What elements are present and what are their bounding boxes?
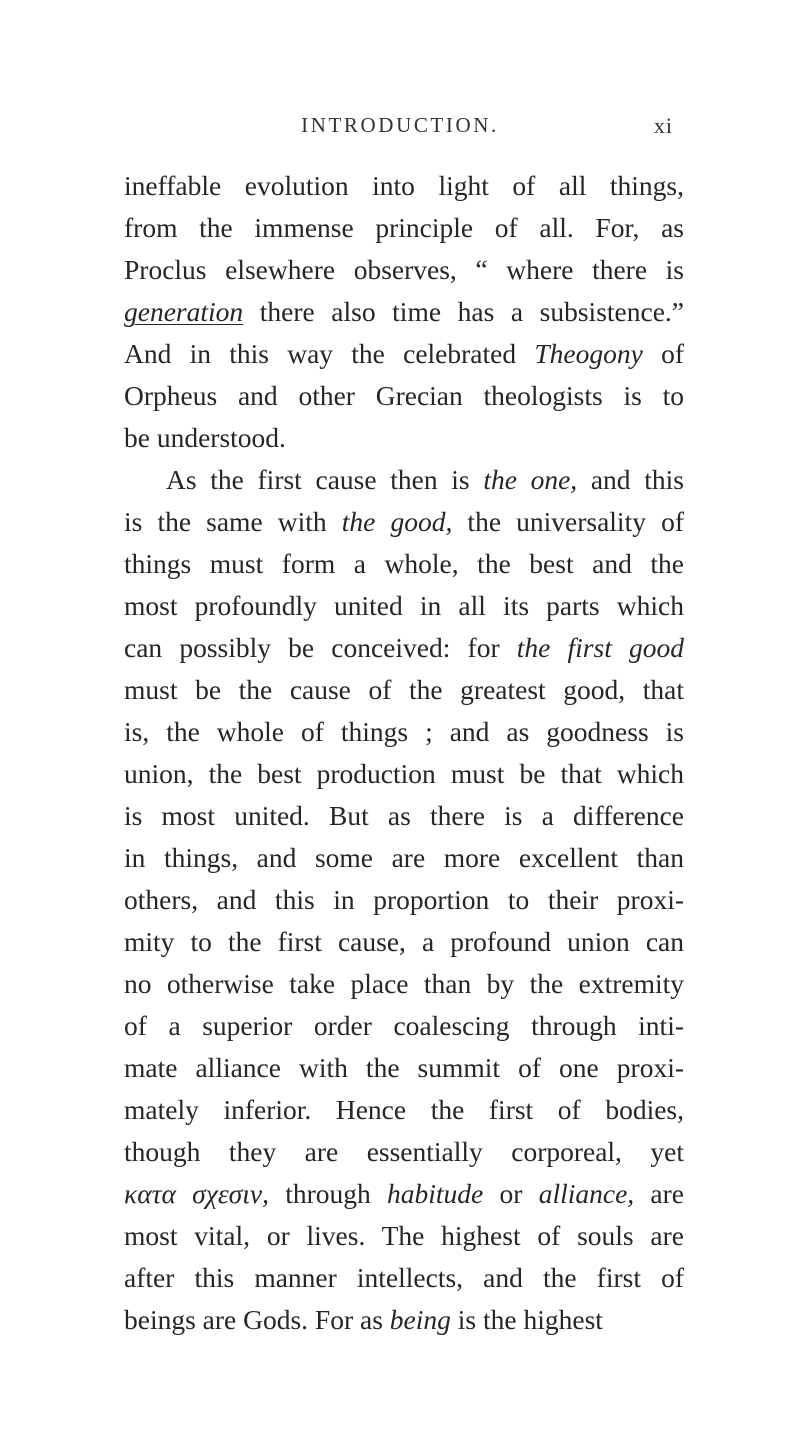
text-run: mately inferior. Hence the first of bodies,: [124, 1094, 684, 1125]
text-line: [124, 1005, 684, 1047]
text-line: [124, 1257, 684, 1299]
text-run: most vital, or lives. The highest of souls are: [124, 1220, 684, 1251]
text-run: though they are essentially corporeal, yet: [124, 1136, 684, 1167]
text-line: [124, 963, 684, 1005]
emphasized-text: κατα σχεσιν,: [124, 1178, 269, 1209]
text-run: mate alliance with the summit of one proxi-: [124, 1052, 684, 1083]
text-run: through: [268, 1178, 388, 1209]
text-run: As the first cause then is: [166, 464, 484, 495]
text-line: [124, 207, 684, 249]
text-line: [124, 879, 684, 921]
text-run: or: [483, 1178, 539, 1209]
text-line: [124, 627, 684, 669]
emphasized-text: habitude: [387, 1178, 484, 1209]
text-run: is the highest: [450, 1304, 603, 1335]
text-line: [124, 1299, 684, 1341]
body-text: [124, 165, 684, 1341]
emphasized-text: generation: [124, 296, 244, 327]
text-line: [124, 417, 684, 459]
text-line: [124, 585, 684, 627]
text-line: [124, 333, 684, 375]
text-run: things must form a whole, the best and the: [124, 548, 684, 579]
text-line: [124, 837, 684, 879]
running-head: [0, 113, 800, 143]
text-line: [124, 1047, 684, 1089]
text-run: mity to the first cause, a profound union can: [124, 926, 684, 957]
text-line: [124, 711, 684, 753]
text-run: no otherwise take place than by the extremity: [124, 968, 684, 999]
text-run: union, the best production must be that which: [124, 758, 684, 789]
text-run: Orpheus and other Grecian theologists is to: [124, 380, 684, 411]
text-run: the universality of: [452, 506, 684, 537]
emphasized-text: being: [389, 1304, 451, 1335]
text-run: must be the cause of the greatest good, that: [124, 674, 684, 705]
text-run: be understood.: [124, 422, 286, 453]
text-line: [124, 1215, 684, 1257]
text-run: of a superior order coalescing through inti-: [124, 1010, 684, 1041]
text-run: most profoundly united in all its parts which: [124, 590, 684, 621]
text-line: [124, 921, 684, 963]
text-run: ineffable evolution into light of all things,: [124, 170, 684, 201]
page-number: xi: [653, 113, 673, 138]
text-run: is most united. But as there is a difference: [124, 800, 684, 831]
text-line: [124, 291, 684, 333]
text-run: there also time has a subsistence.”: [243, 296, 684, 327]
text-run: And in this way the celebrated: [124, 338, 535, 369]
emphasized-text: Theogony: [534, 338, 643, 369]
text-line: [124, 795, 684, 837]
text-line: [124, 1089, 684, 1131]
emphasized-text: the good,: [341, 506, 453, 537]
text-run: is the same with: [124, 506, 342, 537]
text-run: are: [634, 1178, 684, 1209]
text-run: beings are Gods. For as: [124, 1304, 390, 1335]
text-line: [124, 165, 684, 207]
text-run: of: [642, 338, 684, 369]
text-run: Proclus elsewhere observes, “ where there is: [124, 254, 684, 285]
text-run: from the immense principle of all. For, as: [124, 212, 684, 243]
text-run: is, the whole of things ; and as goodness is: [124, 716, 684, 747]
emphasized-text: the one,: [483, 464, 578, 495]
text-run: others, and this in proportion to their proxi-: [124, 884, 684, 915]
text-run: in things, and some are more excellent than: [124, 842, 684, 873]
text-line: [124, 543, 684, 585]
text-run: after this manner intellects, and the first of: [124, 1262, 684, 1293]
text-line: [124, 249, 684, 291]
text-line: [124, 753, 684, 795]
text-line: [124, 669, 684, 711]
text-run: and this: [577, 464, 684, 495]
emphasized-text: the first good: [516, 632, 684, 663]
text-run: can possibly be conceived: for: [124, 632, 517, 663]
text-line: [124, 1131, 684, 1173]
text-line: [124, 1173, 684, 1215]
text-line: [124, 459, 684, 501]
text-line: [124, 501, 684, 543]
text-line: [124, 375, 684, 417]
emphasized-text: alliance,: [538, 1178, 635, 1209]
running-title: INTRODUCTION.: [301, 113, 499, 137]
